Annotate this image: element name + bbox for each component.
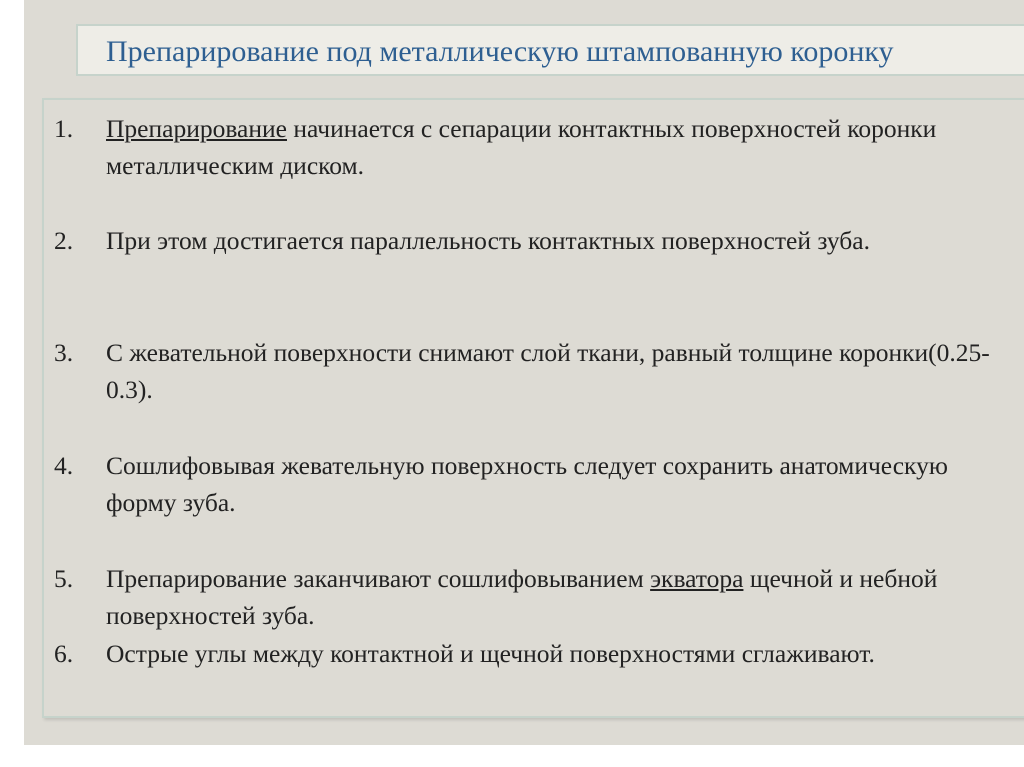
- list-number: 4.: [54, 451, 74, 480]
- list-text: [106, 560, 1006, 634]
- underlined-term: Препарирование: [106, 114, 287, 143]
- list-text: Острые углы между контактной и щечной поверхностями сглаживают.: [106, 639, 875, 668]
- list-number: 6.: [54, 639, 74, 668]
- list-text: Сошлифовывая жевательную поверхность следует сохранить анатомическую форму зуба.: [106, 451, 948, 517]
- list-text-before: Препарирование заканчивают сошлифовыванием: [106, 564, 651, 593]
- list-number: 5.: [54, 564, 74, 593]
- content-box: [42, 98, 1024, 718]
- list-number: 2.: [54, 226, 74, 255]
- title-box: [76, 24, 1024, 76]
- underlined-term: экватора: [650, 564, 744, 593]
- list-text: При этом достигается параллельность контактных поверхностей зуба.: [106, 226, 870, 255]
- list-number: 3.: [54, 338, 74, 367]
- slide-title: Препарирование под металлическую штампованную коронку: [106, 35, 894, 68]
- list-text: С жевательной поверхности снимают слой ткани, равный толщине коронки(0.25-0.3).: [106, 338, 990, 404]
- list-text-rest: начинается с сепарации контактных поверхностей коронки металлическим диском.: [106, 114, 937, 180]
- list-number: 1.: [54, 114, 74, 143]
- slide-background: [24, 0, 1024, 745]
- list-text: [106, 110, 1006, 184]
- list-text-after: щечной и небной поверхностей зуба.: [106, 564, 938, 630]
